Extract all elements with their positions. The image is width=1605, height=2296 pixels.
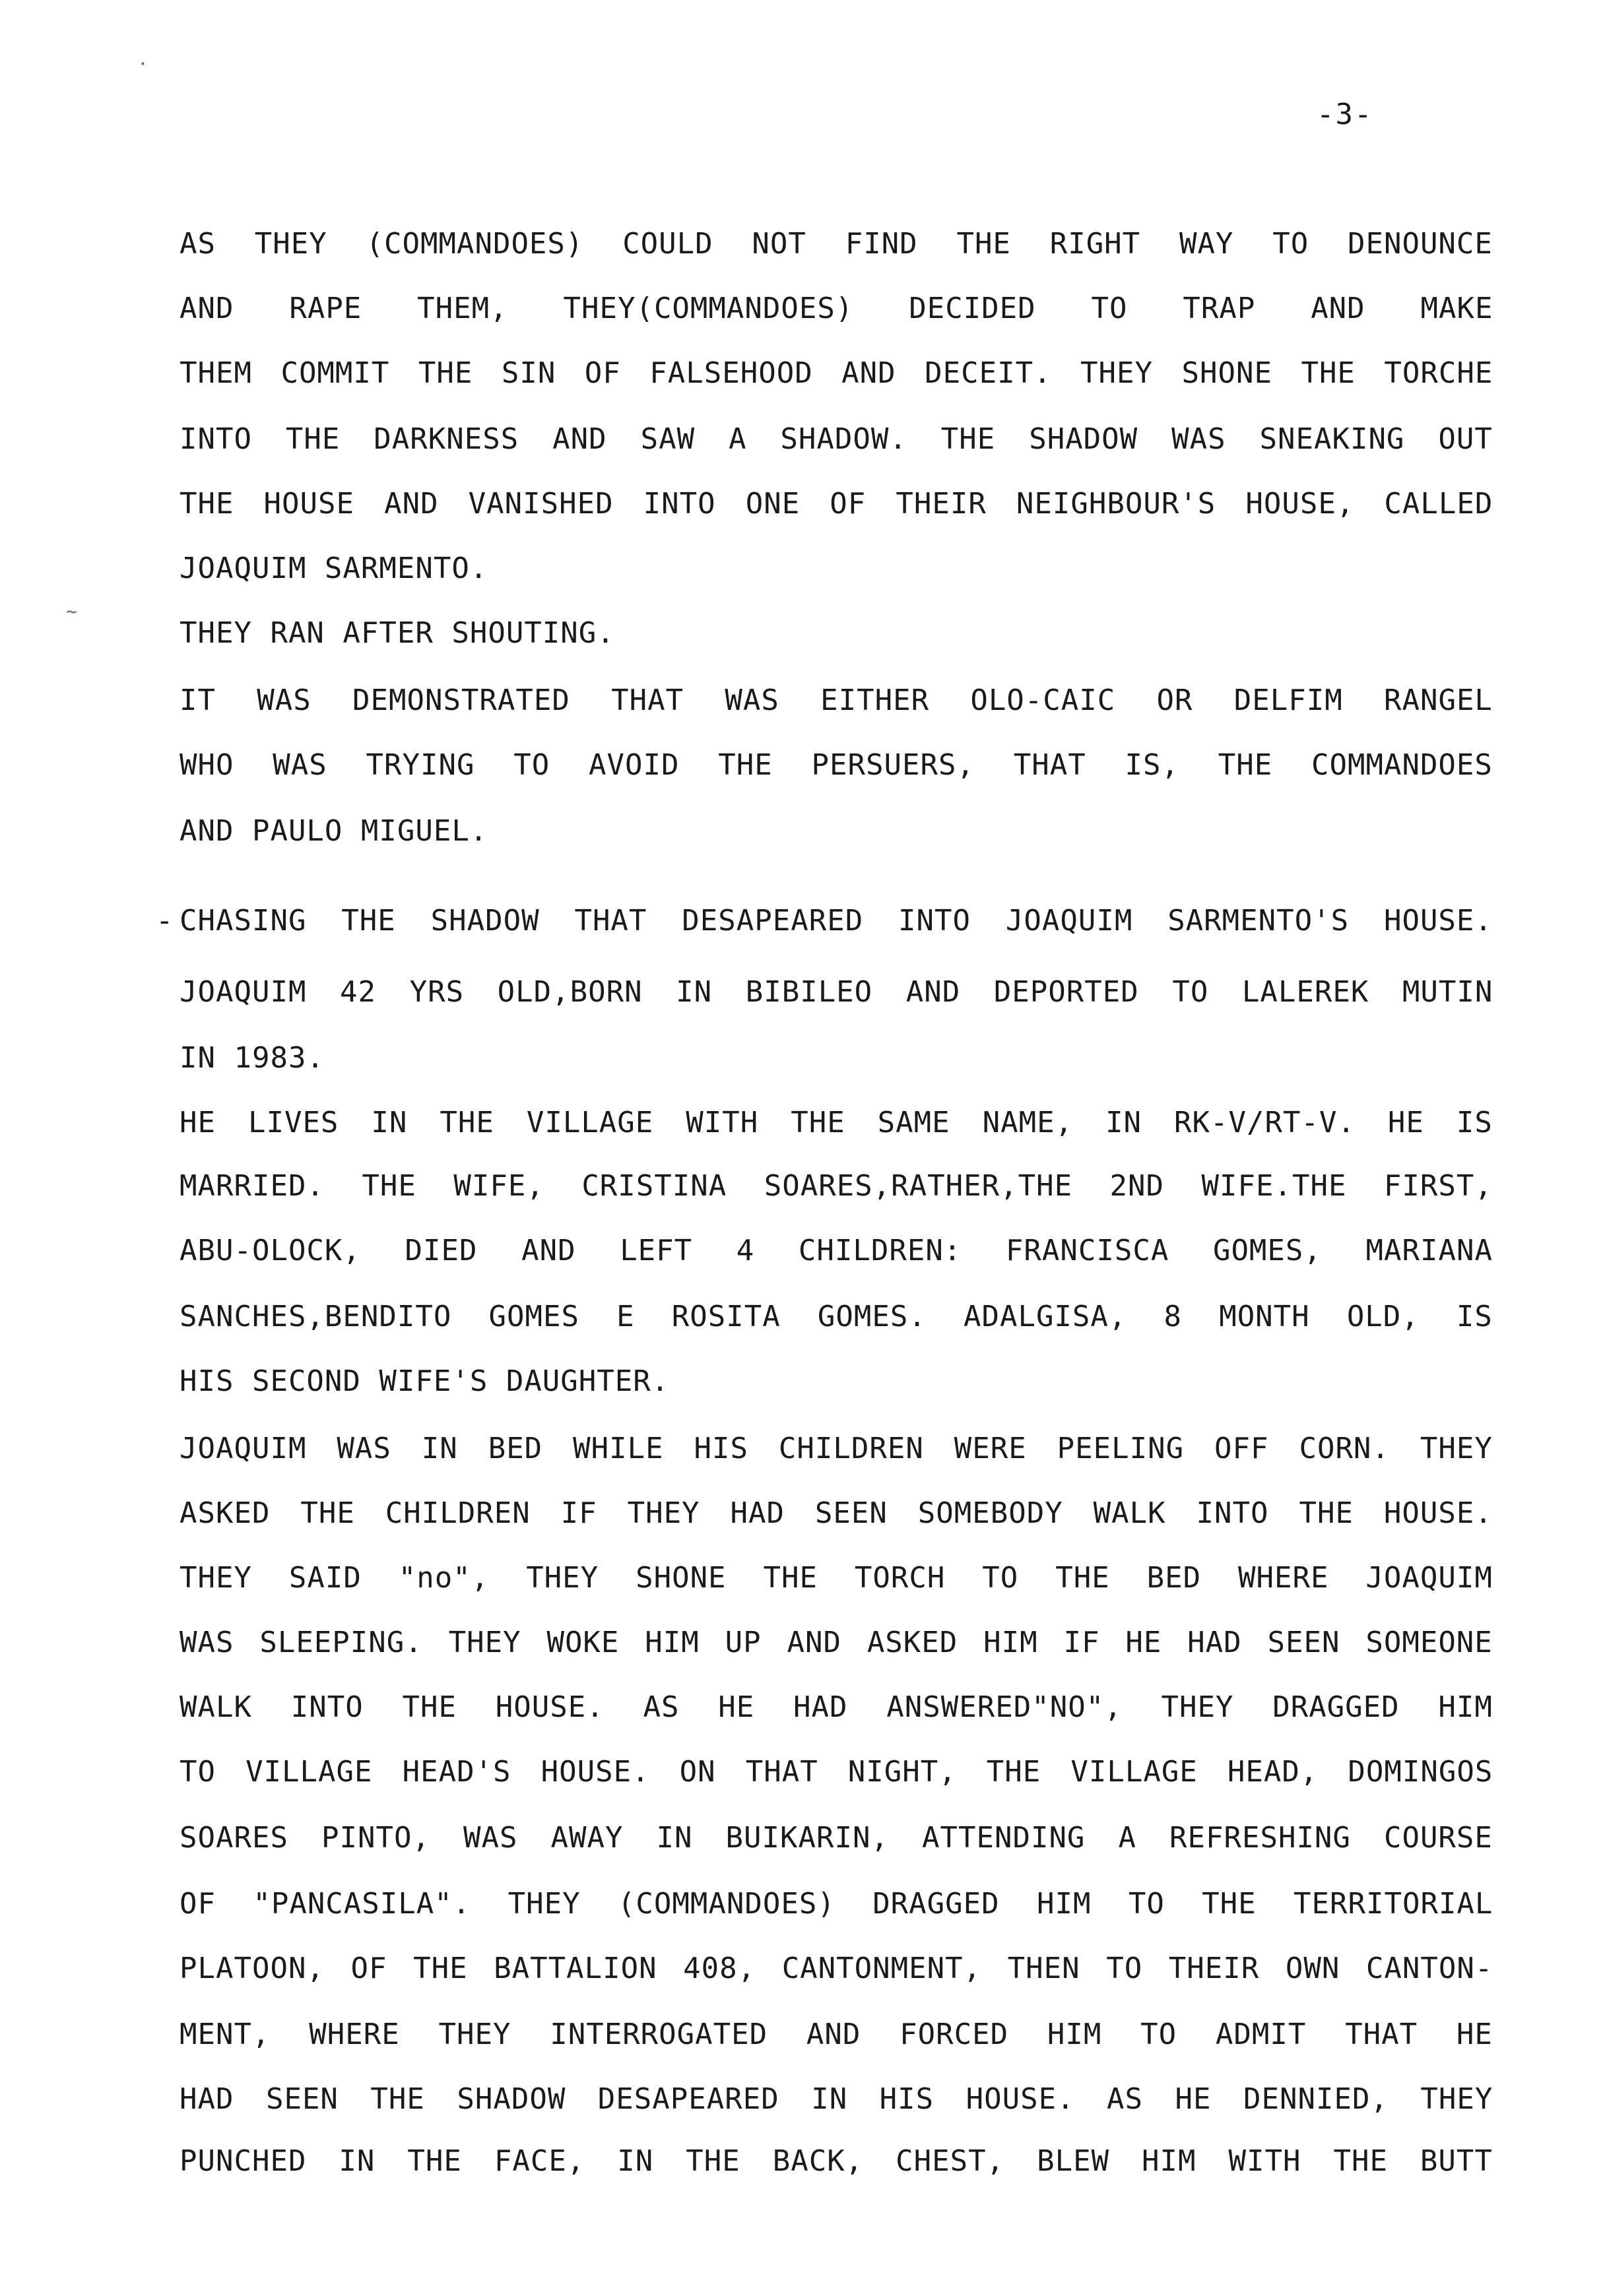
text-line: WALK INTO THE HOUSE. AS HE HAD ANSWERED"NO", THEY DRAGGED HIM bbox=[180, 1690, 1493, 1724]
scan-speck: · bbox=[137, 53, 148, 75]
text-line: IN 1983. bbox=[180, 1041, 325, 1075]
text-line: INTO THE DARKNESS AND SAW A SHADOW. THE SHADOW WAS SNEAKING OUT bbox=[180, 422, 1493, 456]
text-line: THE HOUSE AND VANISHED INTO ONE OF THEIR NEIGHBOUR'S HOUSE, CALLED bbox=[180, 487, 1493, 521]
text-line: ASKED THE CHILDREN IF THEY HAD SEEN SOMEBODY WALK INTO THE HOUSE. bbox=[180, 1496, 1493, 1530]
text-line: THEM COMMIT THE SIN OF FALSEHOOD AND DECEIT. THEY SHONE THE TORCHE bbox=[180, 356, 1493, 390]
text-line: AND RAPE THEM, THEY(COMMANDOES) DECIDED TO TRAP AND MAKE bbox=[180, 292, 1493, 325]
text-line: IT WAS DEMONSTRATED THAT WAS EITHER OLO-CAIC OR DELFIM RANGEL bbox=[180, 684, 1493, 717]
text-line: JOAQUIM WAS IN BED WHILE HIS CHILDREN WERE PEELING OFF CORN. THEY bbox=[180, 1432, 1493, 1465]
text-line: PUNCHED IN THE FACE, IN THE BACK, CHEST, BLEW HIM WITH THE BUTT bbox=[180, 2144, 1493, 2178]
text-line: WAS SLEEPING. THEY WOKE HIM UP AND ASKED HIM IF HE HAD SEEN SOMEONE bbox=[180, 1626, 1493, 1659]
text-line: ABU-OLOCK, DIED AND LEFT 4 CHILDREN: FRANCISCA GOMES, MARIANA bbox=[180, 1234, 1493, 1267]
text-line: PLATOON, OF THE BATTALION 408, CANTONMENT, THEN TO THEIR OWN CANTON- bbox=[180, 1952, 1493, 1985]
text-line: MENT, WHERE THEY INTERROGATED AND FORCED HIM TO ADMIT THAT HE bbox=[180, 2018, 1493, 2051]
text-line: AS THEY (COMMANDOES) COULD NOT FIND THE RIGHT WAY TO DENOUNCE bbox=[180, 227, 1493, 261]
text-line: JOAQUIM 42 YRS OLD,BORN IN BIBILEO AND DEPORTED TO LALEREK MUTIN bbox=[180, 975, 1493, 1009]
text-line: HE LIVES IN THE VILLAGE WITH THE SAME NAME, IN RK-V/RT-V. HE IS bbox=[180, 1106, 1493, 1139]
text-line: JOAQUIM SARMENTO. bbox=[180, 552, 488, 585]
scan-speck: ~ bbox=[66, 600, 77, 622]
text-line: HIS SECOND WIFE'S DAUGHTER. bbox=[180, 1364, 670, 1398]
text-line: AND PAULO MIGUEL. bbox=[180, 814, 488, 848]
text-line: TO VILLAGE HEAD'S HOUSE. ON THAT NIGHT, THE VILLAGE HEAD, DOMINGOS bbox=[180, 1755, 1493, 1789]
bullet-dash: - bbox=[156, 904, 174, 938]
text-line: THEY SAID "no", THEY SHONE THE TORCH TO THE BED WHERE JOAQUIM bbox=[180, 1561, 1493, 1595]
text-line: CHASING THE SHADOW THAT DESAPEARED INTO JOAQUIM SARMENTO'S HOUSE. bbox=[180, 904, 1493, 938]
text-line: SANCHES,BENDITO GOMES E ROSITA GOMES. ADALGISA, 8 MONTH OLD, IS bbox=[180, 1300, 1493, 1333]
text-line: HAD SEEN THE SHADOW DESAPEARED IN HIS HOUSE. AS HE DENNIED, THEY bbox=[180, 2082, 1493, 2116]
page-number: -3- bbox=[1317, 98, 1373, 131]
text-line: WHO WAS TRYING TO AVOID THE PERSUERS, THAT IS, THE COMMANDOES bbox=[180, 748, 1493, 782]
text-line: OF "PANCASILA". THEY (COMMANDOES) DRAGGED HIM TO THE TERRITORIAL bbox=[180, 1887, 1493, 1921]
text-line: THEY RAN AFTER SHOUTING. bbox=[180, 616, 615, 650]
text-line: SOARES PINTO, WAS AWAY IN BUIKARIN, ATTENDING A REFRESHING COURSE bbox=[180, 1821, 1493, 1855]
text-line: MARRIED. THE WIFE, CRISTINA SOARES,RATHER,THE 2ND WIFE.THE FIRST, bbox=[180, 1169, 1493, 1203]
